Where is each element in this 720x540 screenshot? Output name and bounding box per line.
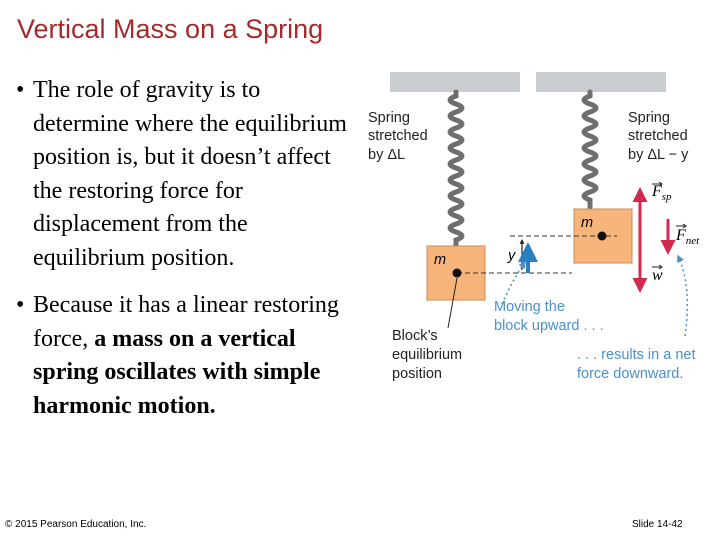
weight-label: w xyxy=(652,267,663,284)
result-label: . . . results in a net force downward. xyxy=(577,347,696,382)
left-mass-label: m xyxy=(434,252,447,268)
equilibrium-label: Block’s equilibrium position xyxy=(392,328,463,382)
bullet-bold-text: a mass on a vertical spring oscillates with simple harmonic motion. xyxy=(33,325,321,419)
bullet-marker: • xyxy=(16,292,25,318)
result-dotted-arrow xyxy=(678,256,687,336)
bullet-list xyxy=(16,74,356,437)
y-label: y xyxy=(508,248,516,264)
right-mass-center xyxy=(598,232,607,241)
left-ceiling xyxy=(390,72,520,92)
bullet-marker: • xyxy=(16,77,25,103)
bullet-text: Because it has a linear restoring force, xyxy=(33,292,339,352)
copyright-footer: © 2015 Pearson Education, Inc. xyxy=(5,519,147,530)
right-spring-label: Spring stretched by ΔL − y xyxy=(628,110,689,163)
net-force-label: $F_{net}$ xyxy=(676,227,700,247)
right-spring xyxy=(584,92,596,209)
left-mass-center xyxy=(453,269,462,278)
bullet-item xyxy=(16,289,356,423)
bullet-text: The role of gravity is to determine where the equilibrium position is, but it doesn’t affect the restoring force for displacement from the equilibrium position. xyxy=(33,77,347,271)
right-mass-label: m xyxy=(581,215,594,231)
left-spring-label: Spring stretched by ΔL xyxy=(368,110,428,163)
moving-label: Moving the block upward . . . xyxy=(494,299,604,334)
left-spring xyxy=(450,92,462,246)
bullet-item xyxy=(16,74,356,275)
slide-title: Vertical Mass on a Spring xyxy=(17,14,324,44)
spring-force-label: $F_{sp}$ xyxy=(652,183,672,203)
slide-number: Slide 14-42 xyxy=(632,519,683,530)
moving-dotted-arrow xyxy=(502,262,525,304)
right-ceiling xyxy=(536,72,666,92)
spring-mass-figure xyxy=(362,66,712,396)
